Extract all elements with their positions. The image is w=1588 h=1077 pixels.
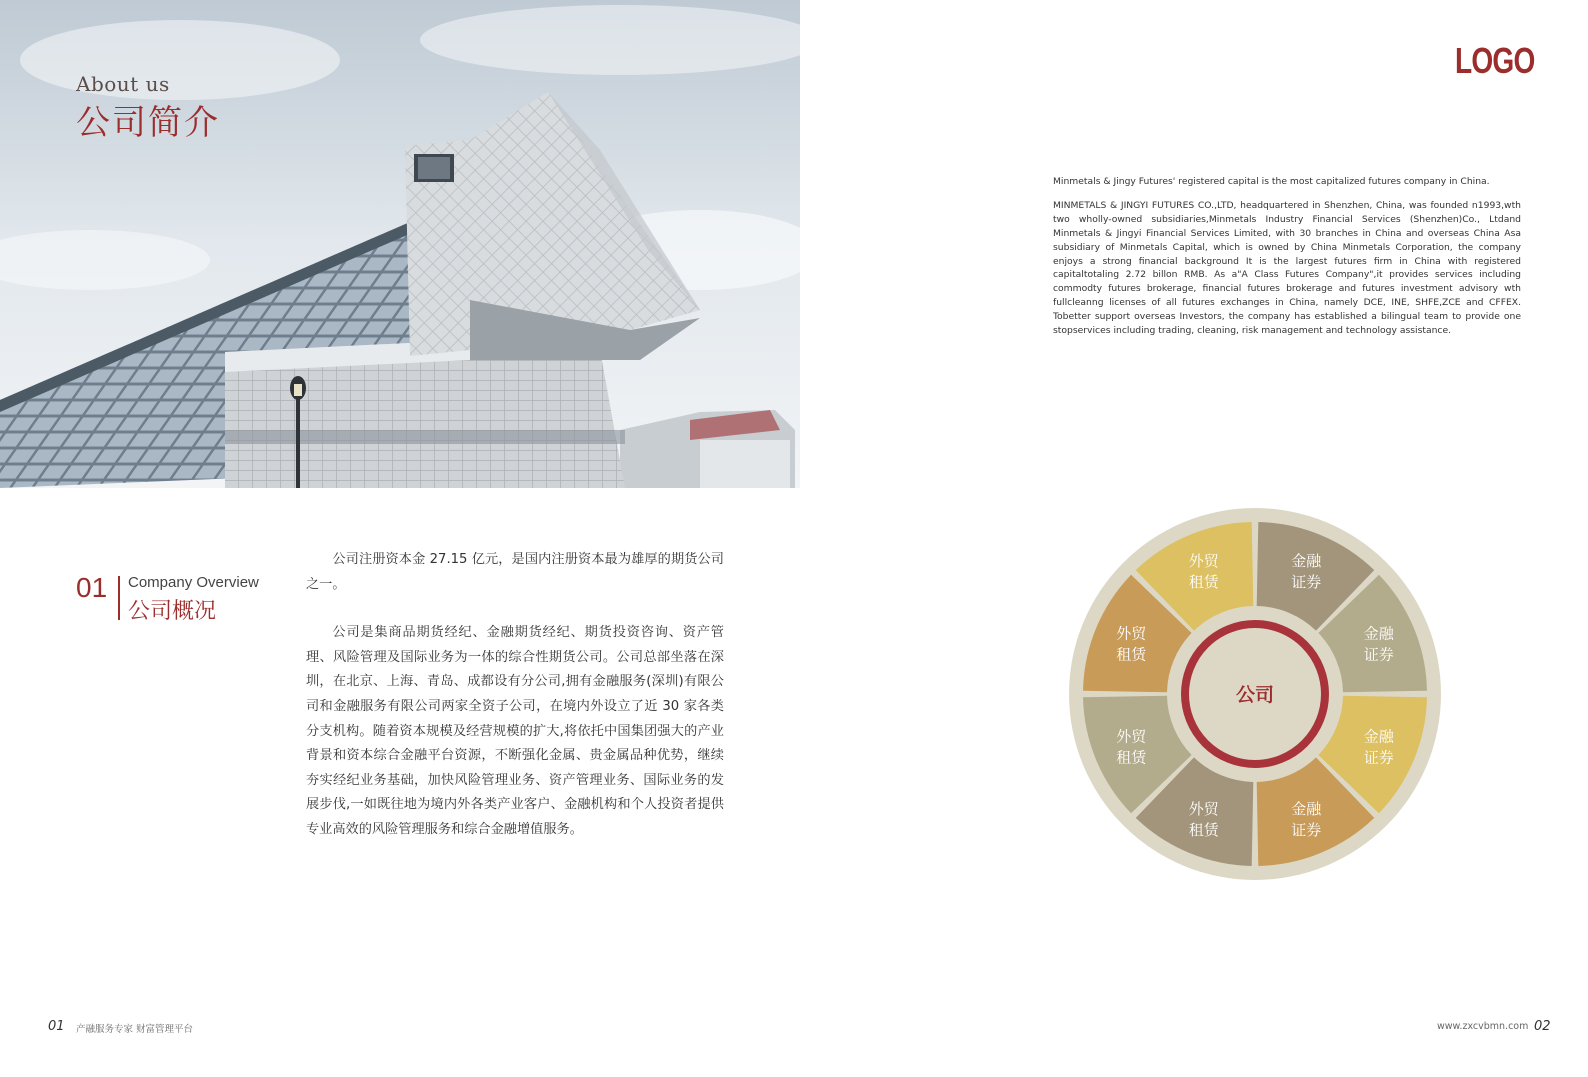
segment-label-line2: 证券 [1363, 748, 1394, 767]
business-wheel [1065, 504, 1445, 884]
segment-label-line1: 金融 [1291, 552, 1322, 571]
segment-label-line1: 外贸 [1188, 552, 1219, 571]
segment-label-line1: 外贸 [1188, 799, 1219, 818]
section-divider [118, 576, 120, 620]
segment-label-line1: 外贸 [1116, 624, 1147, 643]
overview-paragraph-2: 公司是集商品期货经纪、金融期货经纪、期货投资咨询、资产管理、风险管理及国际业务为一体的综合性期货公司。公司总部坐落在深圳，在北京、上海、青岛、成都设有分公司,拥有金融服务(深圳)有限公司和金融服务有限公司两家全资子公司，在境内外设立了近 30 家各类分支机构。随着资本规模及经营规模的扩大,将依托中国集团强大的产业背景和资本综合金融平台资源，不断强化金属、贵金属品种优势，继续夯实经纪业务基础，加快风险管理业务、资产管理业务、国际业务的发展步伐,一如既往地为境内外各类产业客户、金融机构和个人投资者提供专业高效的风险管理服务和综合金融增值服务。 [306, 625, 724, 837]
segment-label-line1: 外贸 [1116, 727, 1147, 746]
business-diagram [1065, 504, 1445, 884]
segment-label-line2: 租赁 [1188, 820, 1219, 839]
segment-label-line1: 金融 [1291, 799, 1322, 818]
segment-label-line2: 租赁 [1188, 573, 1219, 592]
about-us-heading-cn: 公司简介 [76, 103, 220, 143]
segment-label-line1: 金融 [1363, 727, 1394, 746]
footer-website: www.zxcvbmn.com [1437, 1021, 1529, 1032]
intro-sentence: Minmetals & Jingy Futures' registered capital is the most capitalized futures company in China. [1053, 176, 1490, 187]
segment-label-line2: 证券 [1363, 645, 1394, 664]
section-title-cn: 公司概况 [128, 599, 217, 624]
right-page-number: 02 [1534, 1019, 1551, 1034]
section-title-en: Company Overview [128, 574, 259, 591]
left-page-number: 01 [48, 1019, 65, 1034]
segment-label-line2: 证券 [1291, 820, 1322, 839]
segment-label-line1: 金融 [1363, 624, 1394, 643]
center-label: 公司 [1235, 684, 1275, 706]
company-overview-text [306, 548, 724, 867]
about-us-heading-en: About us [76, 72, 170, 96]
company-intro-en [1053, 175, 1521, 348]
intro-body: MINMETALS & JINGYI FUTURES CO.,LTD, headquartered in Shenzhen, China, was founded n1993,wth two wholly-owned subsidiaries,Minmetals Industry Financial Services (Shenzhen)Co., Ltdand Minmetals & Jingyi Financial Services Limited, with 30 branches in China and overseas China Asa subsidiary of Minmetals Capital, which is owned by China Minmetals Corporation, the company enjoys a strong financial background It is the largest futures firm in China with registered capitaltotaling 2.72 billon RMB. As a"A Class Futures Company",it provides services including commodty futures brokerage, financial futures brokerage and futures investment advisory wth fullcleanng licenses of all futures exchanges in China, namely DCE, INE, SHFE,ZCE and CFFEX. Tobetter support overseas Investors, the company has established a bilingual team to provide one stopservices including trading, cleaning, risk management and technology assistance. [1053, 199, 1521, 337]
segment-label-line2: 租赁 [1116, 645, 1147, 664]
overview-paragraph-1: 公司注册资本金 27.15 亿元，是国内注册资本最为雄厚的期货公司之一。 [306, 552, 724, 592]
segment-label-line2: 租赁 [1116, 748, 1147, 767]
segment-label-line2: 证券 [1291, 573, 1322, 592]
section-number: 01 [76, 572, 108, 603]
left-footer-tagline: 产融服务专家 财富管理平台 [76, 1024, 194, 1035]
logo: LOGO [1455, 40, 1535, 81]
